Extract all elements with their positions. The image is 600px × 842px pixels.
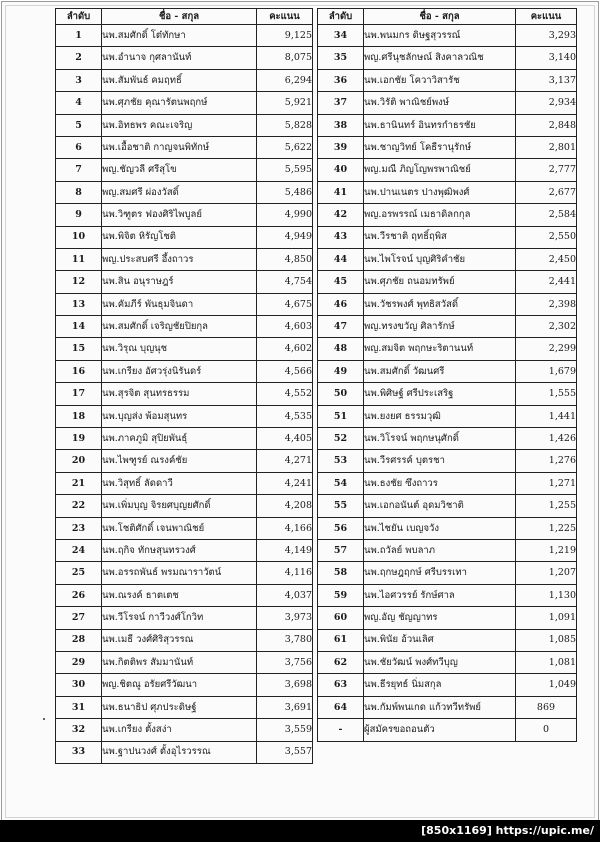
row-number: 8 xyxy=(56,181,102,203)
row-number: 55 xyxy=(318,495,364,517)
doctor-name: นพ.ณรงค์ ธาตเตช xyxy=(102,584,257,606)
doctor-name: นพ.กัมพ์พนเกด แก้วทวีทรัพย์ xyxy=(364,696,516,718)
row-number: 38 xyxy=(318,114,364,136)
doctor-name: นพ.ไพโรจน์ บุญศิริคำชัย xyxy=(364,248,516,270)
score-value: 1,085 xyxy=(516,629,577,651)
doctor-name: นพ.สิน อนุราษฎร์ xyxy=(102,271,257,293)
score-value: 3,137 xyxy=(516,69,577,91)
row-number: 33 xyxy=(56,741,102,763)
score-value: 1,679 xyxy=(516,360,577,382)
score-value: 1,219 xyxy=(516,539,577,561)
score-value: 4,116 xyxy=(257,562,313,584)
score-value: 2,801 xyxy=(516,136,577,158)
score-value: 1,130 xyxy=(516,584,577,606)
score-value: 5,622 xyxy=(257,136,313,158)
row-number: 53 xyxy=(318,450,364,472)
table-row xyxy=(56,719,313,741)
row-number: 62 xyxy=(318,651,364,673)
score-value: 3,557 xyxy=(257,741,313,763)
row-number: 44 xyxy=(318,248,364,270)
table-row xyxy=(56,450,313,472)
score-value: 5,595 xyxy=(257,159,313,181)
row-number: 24 xyxy=(56,539,102,561)
score-value: 4,602 xyxy=(257,338,313,360)
table-row xyxy=(318,204,577,226)
doctor-name: นพ.ธีรยุทธ์ นิ่มสกุล xyxy=(364,674,516,696)
score-value: 4,241 xyxy=(257,472,313,494)
table-row xyxy=(56,204,313,226)
table-row xyxy=(56,517,313,539)
table-row xyxy=(318,271,577,293)
score-value: 1,426 xyxy=(516,428,577,450)
score-value: 1,081 xyxy=(516,651,577,673)
score-value: 1,255 xyxy=(516,495,577,517)
doctor-name: นพ.สมศักดิ์ โต๋ทักษา xyxy=(102,25,257,47)
row-number: 37 xyxy=(318,92,364,114)
row-number: 60 xyxy=(318,607,364,629)
score-value: 869 xyxy=(516,696,577,718)
doctor-name: นพ.ธงชัย ซึงถาวร xyxy=(364,472,516,494)
doctor-name: นพ.กิตติพร สัมมานันท์ xyxy=(102,651,257,673)
column-header-name: ชื่อ - สกุล xyxy=(102,9,257,25)
table-row xyxy=(56,495,313,517)
table-row xyxy=(56,629,313,651)
doctor-name: ผู้สมัครขอถอนตัว xyxy=(364,719,516,741)
row-number: - xyxy=(318,719,364,741)
doctor-name: พญ.อรพรรณ์ เมธาดิลกกุล xyxy=(364,204,516,226)
row-number: 47 xyxy=(318,316,364,338)
score-value: 4,405 xyxy=(257,428,313,450)
score-value: 2,302 xyxy=(516,316,577,338)
table-row xyxy=(318,629,577,651)
score-value: 4,166 xyxy=(257,517,313,539)
doctor-name: นพ.พิศิษฐ์ ศรีประเสริฐ xyxy=(364,383,516,405)
row-number: 56 xyxy=(318,517,364,539)
table-row xyxy=(56,360,313,382)
score-value: 1,225 xyxy=(516,517,577,539)
row-number: 57 xyxy=(318,539,364,561)
score-value: 2,848 xyxy=(516,114,577,136)
row-number: 9 xyxy=(56,204,102,226)
row-number: 13 xyxy=(56,293,102,315)
table-row xyxy=(56,741,313,763)
table-row xyxy=(318,47,577,69)
row-number: 12 xyxy=(56,271,102,293)
doctor-name: พญ.สมศรี ผ่องวัสดิ์ xyxy=(102,181,257,203)
row-number: 5 xyxy=(56,114,102,136)
doctor-name: นพ.ไชยัน เบญจวัง xyxy=(364,517,516,539)
doctor-name: นพ.สุรจิต สุนทรธรรม xyxy=(102,383,257,405)
doctor-name: พญ.ทรงขวัญ ศิลารักษ์ xyxy=(364,316,516,338)
table-row xyxy=(318,607,577,629)
doctor-name: นพ.สมศักดิ์ วัฒนศรี xyxy=(364,360,516,382)
table-row xyxy=(318,226,577,248)
row-number: 46 xyxy=(318,293,364,315)
table-row xyxy=(56,651,313,673)
row-number: 18 xyxy=(56,405,102,427)
doctor-name: พญ.ชัญวลี ศรีสุโข xyxy=(102,159,257,181)
doctor-name: นพ.ศุภชัย ถนอมทรัพย์ xyxy=(364,271,516,293)
table-row xyxy=(318,114,577,136)
score-value: 5,921 xyxy=(257,92,313,114)
column-header-no: ลำดับ xyxy=(56,9,102,25)
row-number: 6 xyxy=(56,136,102,158)
score-value: 1,271 xyxy=(516,472,577,494)
table-row xyxy=(318,674,577,696)
doctor-name: นพ.เพิ่มบุญ จิรยศบุญยศักดิ์ xyxy=(102,495,257,517)
row-number: 21 xyxy=(56,472,102,494)
doctor-name: นพ.เอกอนันต์ อุดมวิชาติ xyxy=(364,495,516,517)
score-value: 5,486 xyxy=(257,181,313,203)
doctor-name: นพ.เกรียง ตั้งสง่า xyxy=(102,719,257,741)
table-row xyxy=(318,316,577,338)
doctor-name: นพ.คัมภีร์ พันธุมจินดา xyxy=(102,293,257,315)
table-row xyxy=(318,159,577,181)
score-value: 4,566 xyxy=(257,360,313,382)
row-number: 16 xyxy=(56,360,102,382)
score-value: 2,550 xyxy=(516,226,577,248)
row-number: 14 xyxy=(56,316,102,338)
row-number: 63 xyxy=(318,674,364,696)
table-header-row xyxy=(318,9,577,25)
row-number: 39 xyxy=(318,136,364,158)
table-row xyxy=(318,92,577,114)
table-row xyxy=(56,338,313,360)
score-value: 4,675 xyxy=(257,293,313,315)
table-row xyxy=(56,383,313,405)
doctor-name: นพ.วัชรพงศ์ พุทธิสวัสดิ์ xyxy=(364,293,516,315)
table-row xyxy=(56,248,313,270)
table-row xyxy=(56,47,313,69)
doctor-name: นพ.เมธี วงศ์ศิริสุวรรณ xyxy=(102,629,257,651)
row-number: 15 xyxy=(56,338,102,360)
doctor-name: พญ.ประสบศรี อึ้งถาวร xyxy=(102,248,257,270)
score-value: 4,535 xyxy=(257,405,313,427)
table-row xyxy=(318,405,577,427)
row-number: 19 xyxy=(56,428,102,450)
score-value: 3,691 xyxy=(257,696,313,718)
doctor-name: นพ.ปานเนตร ปางพุฒิพงศ์ xyxy=(364,181,516,203)
table-row xyxy=(56,159,313,181)
table-row xyxy=(318,584,577,606)
table-header-row xyxy=(56,9,313,25)
row-number: 61 xyxy=(318,629,364,651)
score-value: 3,756 xyxy=(257,651,313,673)
table-row xyxy=(56,405,313,427)
score-value: 3,140 xyxy=(516,47,577,69)
row-number: 20 xyxy=(56,450,102,472)
table-row xyxy=(318,495,577,517)
row-number: 54 xyxy=(318,472,364,494)
table-row xyxy=(56,92,313,114)
table-row xyxy=(56,562,313,584)
column-header-name: ชื่อ - สกุล xyxy=(364,9,516,25)
doctor-name: นพ.โชติศักดิ์ เจนพาณิชย์ xyxy=(102,517,257,539)
doctor-name: นพ.วิรัติ พาณิชย์พงษ์ xyxy=(364,92,516,114)
doctor-name: พญ.อัญ ชัญญาทร xyxy=(364,607,516,629)
doctor-name: นพ.ไอศวรรย์ รักษ์ศาล xyxy=(364,584,516,606)
row-number: 32 xyxy=(56,719,102,741)
row-number: 30 xyxy=(56,674,102,696)
row-number: 25 xyxy=(56,562,102,584)
row-number: 51 xyxy=(318,405,364,427)
column-header-score: คะแนน xyxy=(516,9,577,25)
table-row xyxy=(318,248,577,270)
doctor-name: นพ.ศุภชัย คุณารัตนพฤกษ์ xyxy=(102,92,257,114)
row-number: 36 xyxy=(318,69,364,91)
score-value: 1,555 xyxy=(516,383,577,405)
row-number: 22 xyxy=(56,495,102,517)
doctor-name: นพ.เอกชัย โควาวิสารัช xyxy=(364,69,516,91)
doctor-name: นพ.วิรุณ บุญนุช xyxy=(102,338,257,360)
row-number: 40 xyxy=(318,159,364,181)
doctor-name: นพ.ฤกิจ ทักษสุนทรวงศ์ xyxy=(102,539,257,561)
score-value: 4,037 xyxy=(257,584,313,606)
doctor-name: นพ.อรรถพันธ์ พรมณาราวัตน์ xyxy=(102,562,257,584)
score-value: 4,208 xyxy=(257,495,313,517)
table-row xyxy=(318,25,577,47)
table-row xyxy=(318,472,577,494)
row-number: 50 xyxy=(318,383,364,405)
doctor-name: นพ.พิจิต หิรัญโชติ xyxy=(102,226,257,248)
doctor-name: นพ.พินัย อ้วนเลิศ xyxy=(364,629,516,651)
score-value: 9,125 xyxy=(257,25,313,47)
row-number: 3 xyxy=(56,69,102,91)
doctor-name: นพ.บุญส่ง พ้อมสุนทร xyxy=(102,405,257,427)
table-row xyxy=(318,450,577,472)
row-number: 49 xyxy=(318,360,364,382)
score-value: 2,584 xyxy=(516,204,577,226)
table-row xyxy=(318,181,577,203)
doctor-name: นพ.วีรศรรค์ บุตรชา xyxy=(364,450,516,472)
row-number: 64 xyxy=(318,696,364,718)
column-header-no: ลำดับ xyxy=(318,9,364,25)
score-value: 3,293 xyxy=(516,25,577,47)
doctor-name: นพ.เกรียง อัศวรุ่งนิรันดร์ xyxy=(102,360,257,382)
doctor-name: นพ.สมศักดิ์ เจริญชัยปิยกุล xyxy=(102,316,257,338)
table-row xyxy=(318,293,577,315)
table-row xyxy=(56,271,313,293)
doctor-name: นพ.วิสุทธิ์ ลัดดาวี xyxy=(102,472,257,494)
score-table-left xyxy=(55,8,313,764)
row-number: 2 xyxy=(56,47,102,69)
score-value: 3,973 xyxy=(257,607,313,629)
row-number: 59 xyxy=(318,584,364,606)
row-number: 29 xyxy=(56,651,102,673)
score-value: 3,559 xyxy=(257,719,313,741)
row-number: 41 xyxy=(318,181,364,203)
row-number: 31 xyxy=(56,696,102,718)
score-value: 2,777 xyxy=(516,159,577,181)
score-value: 0 xyxy=(516,719,577,741)
doctor-name: นพ.อำนาจ กุศลานันท์ xyxy=(102,47,257,69)
score-value: 2,677 xyxy=(516,181,577,203)
row-number: 52 xyxy=(318,428,364,450)
doctor-name: นพ.อิทธพร คณะเจริญ xyxy=(102,114,257,136)
score-value: 3,698 xyxy=(257,674,313,696)
score-value: 4,990 xyxy=(257,204,313,226)
table-row xyxy=(56,181,313,203)
doctor-name: นพ.วีโรจน์ กาวีวงศ์โกวิท xyxy=(102,607,257,629)
row-number: 48 xyxy=(318,338,364,360)
row-number: 7 xyxy=(56,159,102,181)
footer-label: [850x1169] https://upic.me/ xyxy=(421,824,594,837)
score-value: 4,603 xyxy=(257,316,313,338)
table-row xyxy=(56,428,313,450)
table-row xyxy=(318,696,577,718)
doctor-name: นพ.ถวัลย์ พบลาภ xyxy=(364,539,516,561)
score-value: 4,149 xyxy=(257,539,313,561)
table-row xyxy=(318,360,577,382)
table-row xyxy=(318,651,577,673)
score-value: 4,271 xyxy=(257,450,313,472)
score-value: 1,276 xyxy=(516,450,577,472)
score-value: 1,207 xyxy=(516,562,577,584)
score-value: 2,934 xyxy=(516,92,577,114)
doctor-name: นพ.ฤกษฎฤกษ์ ศรีบรรเทา xyxy=(364,562,516,584)
table-row xyxy=(318,517,577,539)
doctor-name: นพ.ชัยวัฒน์ พงศ์ทวีบุญ xyxy=(364,651,516,673)
score-value: 2,450 xyxy=(516,248,577,270)
table-row xyxy=(318,562,577,584)
table-row xyxy=(56,25,313,47)
table-row xyxy=(318,539,577,561)
row-number: 26 xyxy=(56,584,102,606)
row-number: 28 xyxy=(56,629,102,651)
row-number: 58 xyxy=(318,562,364,584)
table-row xyxy=(56,584,313,606)
table-row xyxy=(318,719,577,741)
score-value: 1,091 xyxy=(516,607,577,629)
row-number: 11 xyxy=(56,248,102,270)
score-value: 1,049 xyxy=(516,674,577,696)
row-number: 43 xyxy=(318,226,364,248)
score-value: 2,299 xyxy=(516,338,577,360)
image-host-footer xyxy=(0,820,600,842)
table-row xyxy=(56,316,313,338)
table-row xyxy=(56,607,313,629)
table-row xyxy=(56,226,313,248)
row-number: 23 xyxy=(56,517,102,539)
score-value: 6,294 xyxy=(257,69,313,91)
table-row xyxy=(56,472,313,494)
doctor-name: พญ.สมจิต พฤกษะริตานนท์ xyxy=(364,338,516,360)
doctor-name: นพ.สัมพันธ์ คมฤทธิ์ xyxy=(102,69,257,91)
doctor-name: นพ.วิฑูตร ฟองศิริไพบูลย์ xyxy=(102,204,257,226)
score-value: 4,850 xyxy=(257,248,313,270)
row-number: 10 xyxy=(56,226,102,248)
doctor-name: นพ.ชาญวิทย์ โคธีรานุรักษ์ xyxy=(364,136,516,158)
scan-speck xyxy=(43,718,45,720)
doctor-name: นพ.ยงยศ ธรรมวุฒิ xyxy=(364,405,516,427)
score-value: 8,075 xyxy=(257,47,313,69)
doctor-name: นพ.วีรชาติ ฤทธิ์ฤพิส xyxy=(364,226,516,248)
doctor-name: นพ.ธนาธิป ศุภประดิษฐ์ xyxy=(102,696,257,718)
table-row xyxy=(318,383,577,405)
table-row xyxy=(56,539,313,561)
score-table-right xyxy=(317,8,577,742)
doctor-name: นพ.ภาคภูมิ สุปิยพันธุ์ xyxy=(102,428,257,450)
score-value: 2,398 xyxy=(516,293,577,315)
doctor-name: นพ.วิโรจน์ พฤกษนุศักดิ์ xyxy=(364,428,516,450)
score-value: 5,828 xyxy=(257,114,313,136)
table-row xyxy=(56,69,313,91)
score-value: 2,441 xyxy=(516,271,577,293)
table-row xyxy=(318,69,577,91)
score-value: 1,441 xyxy=(516,405,577,427)
table-row xyxy=(56,696,313,718)
doctor-name: นพ.เอื้อชาติ กาญจนพิทักษ์ xyxy=(102,136,257,158)
doctor-name: พญ.ชิตณู อรัยศรีวัฒนา xyxy=(102,674,257,696)
doctor-name: นพ.พนมกร ดิษฐสุวรรณ์ xyxy=(364,25,516,47)
doctor-name: พญ.มณี ภิญโญพรพาณิชย์ xyxy=(364,159,516,181)
doctor-name: นพ.ฐาปนวงศ์ ตั้งอุไรวรรณ xyxy=(102,741,257,763)
score-value: 3,780 xyxy=(257,629,313,651)
column-header-score: คะแนน xyxy=(257,9,313,25)
table-row xyxy=(318,338,577,360)
row-number: 1 xyxy=(56,25,102,47)
row-number: 27 xyxy=(56,607,102,629)
row-number: 4 xyxy=(56,92,102,114)
row-number: 35 xyxy=(318,47,364,69)
table-row xyxy=(56,293,313,315)
table-row xyxy=(56,136,313,158)
table-row xyxy=(56,674,313,696)
table-row xyxy=(318,428,577,450)
row-number: 42 xyxy=(318,204,364,226)
row-number: 34 xyxy=(318,25,364,47)
score-value: 4,949 xyxy=(257,226,313,248)
doctor-name: พญ.ศรีนุชลักษณ์ สิงคาลวณิช xyxy=(364,47,516,69)
score-value: 4,552 xyxy=(257,383,313,405)
score-value: 4,754 xyxy=(257,271,313,293)
table-row xyxy=(56,114,313,136)
row-number: 45 xyxy=(318,271,364,293)
table-row xyxy=(318,136,577,158)
doctor-name: นพ.ธานินทร์ อินทรกำธรชัย xyxy=(364,114,516,136)
row-number: 17 xyxy=(56,383,102,405)
doctor-name: นพ.ไพฑูรย์ ณรงค์ชัย xyxy=(102,450,257,472)
